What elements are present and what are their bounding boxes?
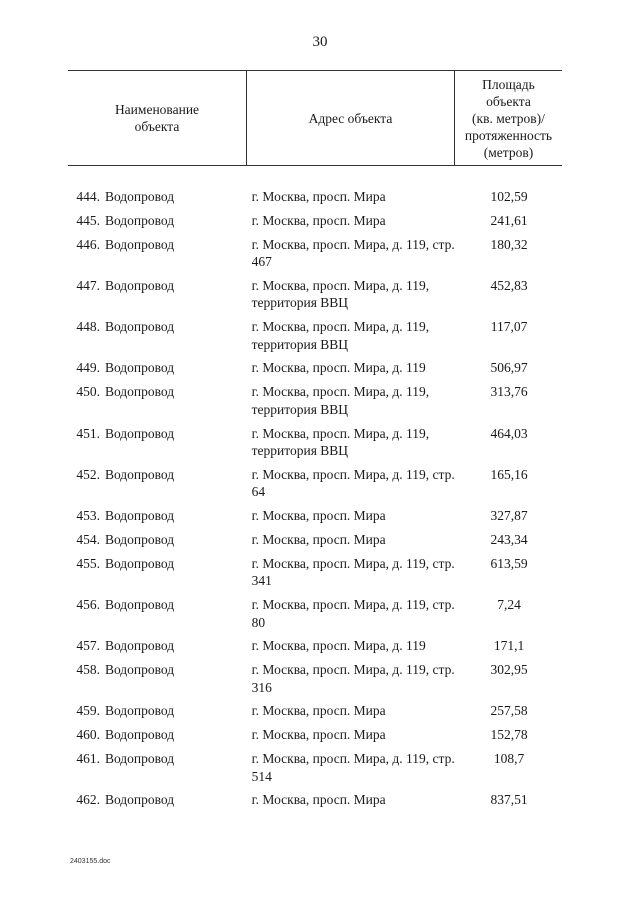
object-name: Водопровод — [104, 466, 175, 482]
row-number: 462. — [76, 792, 100, 808]
table-header — [68, 70, 562, 166]
row-number: 445. — [76, 212, 100, 228]
object-area: 302,95 — [490, 662, 528, 678]
object-area: 117,07 — [490, 319, 528, 335]
row-number: 446. — [76, 236, 100, 252]
row-number: 444. — [76, 189, 100, 204]
row-number: 455. — [76, 555, 100, 571]
object-address: г. Москва, просп. Мира — [251, 727, 386, 743]
table-row — [68, 359, 562, 377]
table-row — [68, 383, 562, 418]
object-address: г. Москва, просп. Мира, д. 119, стр. 341 — [251, 555, 455, 589]
row-number: 456. — [76, 597, 100, 613]
object-name: Водопровод — [104, 508, 175, 524]
object-name: Водопровод — [104, 703, 175, 719]
object-name: Водопровод — [104, 727, 175, 743]
object-address: г. Москва, просп. Мира, д. 119, стр. 467 — [251, 236, 455, 270]
object-name: Водопровод — [104, 277, 175, 293]
object-name: Водопровод — [104, 384, 175, 400]
row-number: 450. — [76, 384, 100, 400]
table-row — [68, 236, 562, 271]
table-row — [68, 531, 562, 549]
object-name: Водопровод — [104, 751, 175, 767]
object-address: г. Москва, просп. Мира, д. 119, стр. 316 — [251, 662, 455, 695]
object-address: г. Москва, просп. Мира — [251, 531, 386, 547]
row-number: 449. — [76, 360, 100, 376]
object-area: 180,32 — [490, 236, 528, 252]
object-name: Водопровод — [104, 425, 175, 441]
header-name-label: Наименование объекта — [114, 102, 200, 134]
object-name: Водопровод — [104, 531, 175, 547]
table-row — [68, 212, 562, 230]
object-name: Водопровод — [104, 189, 175, 204]
table-row — [68, 318, 562, 353]
object-area: 108,7 — [493, 751, 525, 767]
object-area: 452,83 — [490, 277, 528, 293]
table-row — [68, 507, 562, 525]
table-row — [68, 277, 562, 312]
object-address: г. Москва, просп. Мира, д. 119 — [251, 360, 426, 376]
object-name: Водопровод — [104, 792, 175, 808]
object-area: 7,24 — [497, 597, 521, 613]
row-number: 461. — [76, 751, 100, 767]
object-address: г. Москва, просп. Мира, д. 119, территория ВВЦ — [251, 384, 430, 417]
object-area: 313,76 — [490, 384, 528, 400]
table-row — [68, 726, 562, 744]
object-area: 613,59 — [490, 555, 528, 571]
object-address: г. Москва, просп. Мира — [251, 703, 386, 719]
row-number: 452. — [76, 466, 100, 482]
object-address: г. Москва, просп. Мира, д. 119, стр. 514 — [251, 751, 455, 784]
row-number: 448. — [76, 319, 100, 335]
object-name: Водопровод — [104, 319, 175, 335]
object-address: г. Москва, просп. Мира, д. 119, стр. 64 — [251, 466, 455, 500]
row-number: 459. — [76, 703, 100, 719]
object-area: 464,03 — [490, 425, 528, 441]
row-number: 447. — [76, 277, 100, 293]
row-number: 451. — [76, 425, 100, 441]
table-row — [68, 791, 562, 809]
object-name: Водопровод — [104, 555, 175, 571]
object-name: Водопровод — [104, 212, 175, 228]
table-row — [68, 425, 562, 460]
object-name: Водопровод — [104, 236, 175, 252]
table-body — [68, 188, 562, 815]
header-address-cell — [247, 71, 454, 165]
table-row — [68, 750, 562, 785]
object-name: Водопровод — [104, 360, 175, 376]
row-number: 457. — [76, 638, 100, 654]
object-address: г. Москва, просп. Мира, д. 119, стр. 80 — [251, 597, 455, 630]
page-number: 30 — [312, 34, 328, 50]
table-row — [68, 661, 562, 696]
object-address: г. Москва, просп. Мира — [251, 189, 386, 204]
object-address: г. Москва, просп. Мира, д. 119 — [251, 638, 426, 654]
table-row — [68, 466, 562, 501]
object-name: Водопровод — [104, 597, 175, 613]
object-area: 152,78 — [490, 727, 528, 743]
file-name-footer: 2403155.doc — [70, 858, 111, 865]
table-row — [68, 637, 562, 655]
header-area-cell — [455, 71, 562, 165]
row-number: 453. — [76, 508, 100, 524]
object-area: 171,1 — [493, 638, 525, 654]
header-address-label: Адрес объекта — [308, 110, 393, 126]
object-area: 327,87 — [490, 508, 528, 524]
object-area: 241,61 — [490, 212, 528, 228]
object-area: 243,34 — [490, 531, 528, 547]
object-area: 102,59 — [490, 189, 528, 204]
table-row — [68, 596, 562, 631]
table-row — [68, 555, 562, 590]
object-address: г. Москва, просп. Мира — [251, 212, 386, 228]
object-name: Водопровод — [104, 662, 175, 678]
object-area: 837,51 — [490, 792, 528, 808]
table-row — [68, 702, 562, 720]
table-row — [68, 188, 562, 206]
object-area: 257,58 — [490, 703, 528, 719]
object-address: г. Москва, просп. Мира, д. 119, территория ВВЦ — [251, 319, 430, 352]
header-name-cell — [68, 71, 246, 165]
object-address: г. Москва, просп. Мира, д. 119, территория ВВЦ — [251, 425, 430, 459]
object-area: 165,16 — [490, 466, 528, 482]
header-area-label: Площадь объекта (кв. метров)/ протяженность (метров) — [464, 76, 553, 160]
object-address: г. Москва, просп. Мира — [251, 792, 386, 808]
row-number: 454. — [76, 531, 100, 547]
object-name: Водопровод — [104, 638, 175, 654]
object-address: г. Москва, просп. Мира — [251, 508, 386, 524]
row-number: 458. — [76, 662, 100, 678]
object-area: 506,97 — [490, 360, 528, 376]
object-address: г. Москва, просп. Мира, д. 119, территория ВВЦ — [251, 277, 430, 311]
row-number: 460. — [76, 727, 100, 743]
